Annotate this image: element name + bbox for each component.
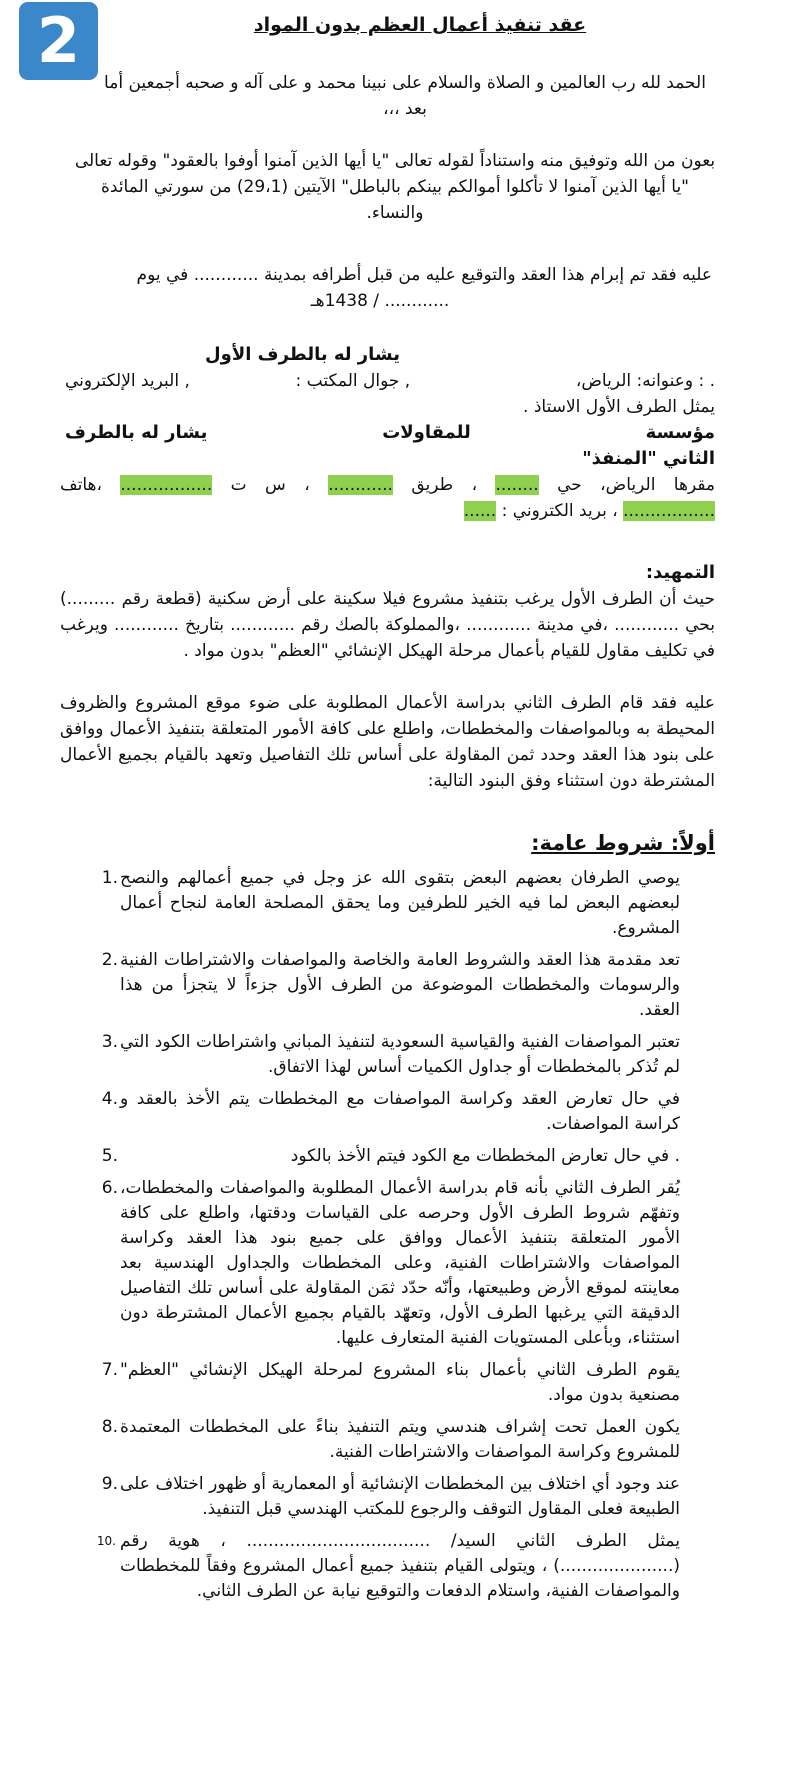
place-line-2: ............ / 1438هـ xyxy=(310,291,450,311)
clause-item: 6. يُقر الطرف الثاني بأنه قام بدراسة الأعمال المطلوبة والمواصفات والمخططات، وتفهّم شروط الطرف الأول وحرصه على القياسات ودقتها، واطلع على كافة الأمور المتعلقة بتنفيذ الأعمال ووافق على جميع بنود هذا العقد وكراسة المواصفات والاشتراطات الفنية، وعلى المخططات والجداول الهندسية بعد معاينته لموقع الأرض وطبيعتها، وأنّه حدّد ثمَن المقاولة على أساس تلك التفاصيل الدقيقة التي يرغبها الطرف الأول، وتعهّد بالقيام بجميع الأعمال المشترطة دون استثناء، وبأعلى المستويات الفنية المتعارف عليها. xyxy=(101,1178,680,1348)
party2-address-line xyxy=(60,472,715,498)
party2-phone-blank: ................. xyxy=(623,501,715,521)
clause-item: 8. يكون العمل تحت إشراف هندسي ويتم التنفيذ بناءً على المخططات المعتمدة للمشروع وكراسة المواصفات والاشتراطات الفنية. xyxy=(101,1417,680,1462)
verse-paragraph: بعون من الله وتوفيق منه واستناداً لقوله تعالى "يا أيها الذين آمنوا أوفوا بالعقود" وقوله تعالى "يا أيها الذين آمنوا لا تأكلوا أموالكم بينكم بالباطل" الآيتين (29،1) من سورتي المائدة والنساء. xyxy=(74,151,716,223)
party1-heading: يشار له بالطرف الأول xyxy=(205,344,400,365)
party2-road-blank: ............ xyxy=(328,475,393,495)
party1-address: . : وعنوانه: الرياض، xyxy=(575,371,715,391)
clause-item: 3. تعتبر المواصفات الفنية والقياسية السعودية لتنفيذ المباني واشتراطات الكود التي لم تُذكر بالمخططات أو جداول الكميات أساس لهذا الاتفاق. xyxy=(101,1032,680,1077)
party1-office-phone: , جوال المكتب : xyxy=(295,371,411,391)
party2-email-line xyxy=(300,498,715,524)
preamble-paragraph-2: عليه فقد قام الطرف الثاني بدراسة الأعمال المطلوبة على ضوء موقع المشروع والظروف المحيطة به وبالمواصفات والمخططات، واطلع على كافة الأمور المتعلقة بتنفيذ الأعمال ووافق على بنود هذا العقد وحدد ثمن المقاولة على أساس تلك التفاصيل وتعهد بالقيام بجميع الأعمال المشترطة دون استثناء وفق البنود التالية: xyxy=(60,693,715,791)
page-number-badge: 2 xyxy=(19,2,98,80)
party2-phone-label: ،هاتف xyxy=(60,475,102,495)
clause-item: 2. تعد مقدمة هذا العقد والشروط العامة والخاصة والمواصفات والاشتراطات الفنية والرسومات والمخططات الموضوعة من الطرف الأول جزءاً لا يتجزأ من هذا العقد. xyxy=(101,950,680,1020)
party1-address-row xyxy=(65,368,715,394)
party2-district-blank: ........ xyxy=(495,475,539,495)
party2-referred: يشار له بالطرف xyxy=(65,422,208,443)
praise-paragraph: الحمد لله رب العالمين و الصلاة والسلام على نبينا محمد و على آله و صحبه أجمعين أما بعد ،،، xyxy=(104,73,706,119)
clause-item: 7. يقوم الطرف الثاني بأعمال بناء المشروع لمرحلة الهيكل الإنشائي "العظم" مصنعية بدون مواد. xyxy=(101,1360,680,1405)
party1-email: , البريد الإلكتروني xyxy=(65,371,190,391)
document-title: عقد تنفيذ أعمال العظم بدون المواد xyxy=(253,14,587,36)
party2-addr-prefix: مقرها الرياض، حي xyxy=(557,475,716,495)
party2-email-label: ، بريد الكتروني : xyxy=(501,501,618,521)
party2-road-label: ، طريق xyxy=(411,475,478,495)
party2-email-blank: ...... xyxy=(463,501,497,521)
general-conditions-list xyxy=(96,866,680,1611)
preamble-paragraph-1: حيث أن الطرف الأول يرغب بتنفيذ مشروع فيلا سكينة على أرض سكنية (قطعة رقم .........) بحي ............ ،في مدينة ............ ،والمملوكة بالصك رقم ............ بتاريخ ............ ويرغب في تكليف مقاول للقيام بأعمال مرحلة الهيكل الإنشائي "العظم" بدون مواد . xyxy=(60,589,715,661)
clause-item: 10. يمثل الطرف الثاني السيد/ .................................. ، هوية رقم (.....................) ، ويتولى القيام بتنفيذ جميع أعمال المشروع وفقاً للمخططات والمواصفات الفنية، واستلام الدفعات والتوقيع نيابة عن الطرف الثاني. xyxy=(96,1531,680,1601)
clause-item: 9. عند وجود أي اختلاف بين المخططات الإنشائية أو المعمارية أو ظهور اختلاف على الطبيعة فعلى المقاول التوقف والرجوع للمكتب الهندسي قبل التنفيذ. xyxy=(101,1474,680,1519)
party2-cr-blank: ................. xyxy=(120,475,213,495)
party2-word-institution: مؤسسة xyxy=(645,422,715,443)
party2-second-line: الثاني "المنفذ" xyxy=(582,448,715,469)
clause-item: 5. . في حال تعارض المخططات مع الكود فيتم الأخذ بالكود xyxy=(101,1146,680,1166)
section1-heading: أولاً: شروط عامة: xyxy=(531,831,715,855)
party2-word-contracting: للمقاولات xyxy=(382,422,471,443)
party1-represented: يمثل الطرف الأول الاستاذ . xyxy=(523,397,715,417)
party2-header-row xyxy=(65,420,715,446)
clause-item: 4. في حال تعارض العقد وكراسة المواصفات مع المخططات يتم الأخذ بالعقد و كراسة المواصفات. xyxy=(101,1089,680,1134)
preamble-heading: التمهيد: xyxy=(645,562,715,583)
place-line-1: عليه فقد تم إبرام هذا العقد والتوقيع عليه من قبل أطرافه بمدينة ............ في يوم xyxy=(136,265,712,285)
clause-item: 1. يوصي الطرفان بعضهم البعض بتقوى الله عز وجل في جميع أعمالهم والنصح لبعضهم البعض لما فيه الخير للطرفين وما يحقق المصلحة العامة لنجاح أعمال المشروع. xyxy=(101,868,680,938)
party2-cr-label: ، س ت xyxy=(230,475,310,495)
